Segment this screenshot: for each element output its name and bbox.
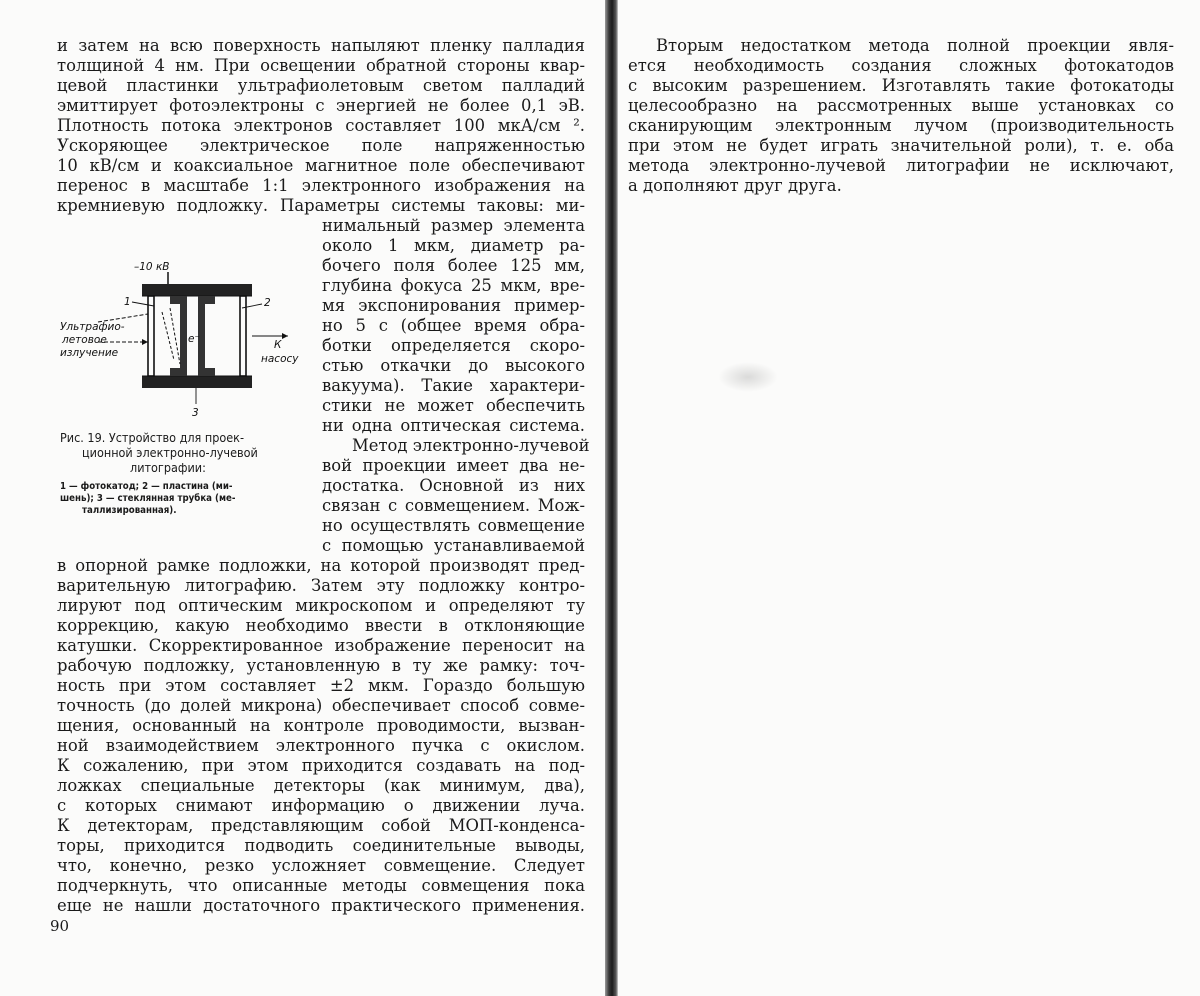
text-line: цевой пластинки ультрафиолетовым светом палладий — [57, 76, 585, 95]
text-line: бочего поля более 125 мм, — [322, 256, 585, 275]
figure-19-diagram — [58, 252, 310, 420]
figure-label-1: 1 — [124, 296, 131, 308]
text-line: вакуума). Такие характери- — [322, 376, 585, 395]
text-line: катушки. Скорректированное изображение переносит на — [57, 636, 585, 655]
text-line: Плотность потока электронов составляет 100 мкА/см ². — [57, 116, 585, 135]
text-line: рабочую подложку, установленную в ту же рамку: точ- — [57, 656, 585, 675]
text-line: целесообразно на рассмотренных выше установках со — [628, 96, 1174, 115]
text-line: но осуществлять совмещение — [322, 516, 585, 535]
print-smudge — [718, 362, 778, 392]
text-line: ни одна оптическая система. — [322, 416, 585, 435]
uv-label-line-3: излучение — [60, 347, 119, 359]
text-line: коррекцию, какую необходимо ввести в отклоняющие — [57, 616, 585, 635]
text-line: толщиной 4 нм. При освещении обратной стороны квар- — [57, 56, 585, 75]
caption-legend-line: таллизированная). — [82, 505, 177, 516]
text-line: стики не может обеспечить — [322, 396, 585, 415]
text-line: глубина фокуса 25 мкм, вре- — [322, 276, 585, 295]
text-line: торы, приходится подводить соединительные выводы, — [57, 836, 585, 855]
text-line: достатка. Основной из них — [322, 476, 585, 495]
text-line: что, конечно, резко усложняет совмещение. Следует — [57, 856, 585, 875]
text-line: с помощью устанавливаемой — [322, 536, 585, 555]
text-line: сканирующим электронным лучом (производительность — [628, 116, 1174, 135]
page-number: 90 — [50, 917, 70, 935]
text-line: эмиттирует фотоэлектроны с энергией не более 0,1 эВ. — [57, 96, 585, 115]
text-line: варительную литографию. Затем эту подложку контро- — [57, 576, 585, 595]
text-line: ность при этом составляет ±2 мкм. Гораздо большую — [57, 676, 585, 695]
text-line: лируют под оптическим микроскопом и определяют ту — [57, 596, 585, 615]
text-line: Вторым недостатком метода полной проекции явля- — [656, 36, 1174, 55]
text-line: ботки определяется скоро- — [322, 336, 585, 355]
caption-title-line: Рис. 19. Устройство для проек- — [60, 430, 245, 445]
text-line: 10 кВ/см и коаксиальное магнитное поле обеспечивают — [57, 156, 585, 175]
text-line: а дополняют друг друга. — [628, 176, 842, 195]
text-line: стью откачки до высокого — [322, 356, 585, 375]
text-line: еще не нашли достаточного практического применения. — [57, 896, 585, 915]
text-line: Метод электронно-лучевой — [352, 436, 590, 455]
text-line: вой проекции имеет два не- — [322, 456, 585, 475]
figure-label-electron: e⁻ — [188, 333, 201, 345]
text-line: мя экспонирования пример- — [322, 296, 585, 315]
text-line: но 5 с (общее время обра- — [322, 316, 585, 335]
caption-legend-line: 1 — фотокатод; 2 — пластина (ми- — [60, 481, 233, 492]
text-line: кремниевую подложку. Параметры системы таковы: ми- — [57, 196, 585, 215]
pump-label-line-2: насосу — [261, 353, 299, 365]
text-line: нимальный размер элемента — [322, 216, 585, 235]
figure-label-2: 2 — [264, 297, 271, 309]
text-line: подчеркнуть, что описанные методы совмещения пока — [57, 876, 585, 895]
text-line: и затем на всю поверхность напыляют пленку палладия — [57, 36, 585, 55]
caption-title-line: литографии: — [130, 460, 206, 475]
voltage-label: –10 кВ — [134, 261, 170, 273]
text-line: связан с совмещением. Мож- — [322, 496, 585, 515]
text-line: перенос в масштабе 1:1 электронного изображения на — [57, 176, 585, 195]
text-line: К детекторам, представляющим собой МОП-конденса- — [57, 816, 585, 835]
text-line: ется необходимость создания сложных фотокатодов — [628, 56, 1174, 75]
uv-label-line-2: летовое — [62, 334, 107, 346]
text-line: метода электронно-лучевой литографии не исключают, — [628, 156, 1174, 175]
text-line: в опорной рамке подложки, на которой производят пред- — [57, 556, 585, 575]
text-line: ной взаимодействием электронного пучка с окислом. — [57, 736, 585, 755]
text-line: Ускоряющее электрическое поле напряженностью — [57, 136, 585, 155]
text-line: ложках специальные детекторы (как минимум, два), — [57, 776, 585, 795]
caption-title-line: ционной электронно-лучевой — [82, 445, 258, 460]
uv-label-line-1: Ультрафио- — [60, 321, 125, 333]
book-gutter — [605, 0, 618, 996]
text-line: точность (до долей микрона) обеспечивает способ совме- — [57, 696, 585, 715]
figure-label-3: 3 — [192, 407, 199, 419]
text-line: при этом не будет играть значительной роли), т. е. оба — [628, 136, 1174, 155]
right-page — [618, 0, 1200, 996]
pump-label-line-1: К — [274, 339, 282, 351]
text-line: щения, основанный на контроле проводимости, вызван- — [57, 716, 585, 735]
caption-legend-line: шень); 3 — стеклянная трубка (ме- — [60, 493, 236, 504]
text-line: с высоким разрешением. Изготавлять такие фотокатоды — [628, 76, 1174, 95]
text-line: с которых снимают информацию о движении луча. — [57, 796, 585, 815]
text-line: около 1 мкм, диаметр ра- — [322, 236, 585, 255]
text-line: К сожалению, при этом приходится создавать на под- — [57, 756, 585, 775]
